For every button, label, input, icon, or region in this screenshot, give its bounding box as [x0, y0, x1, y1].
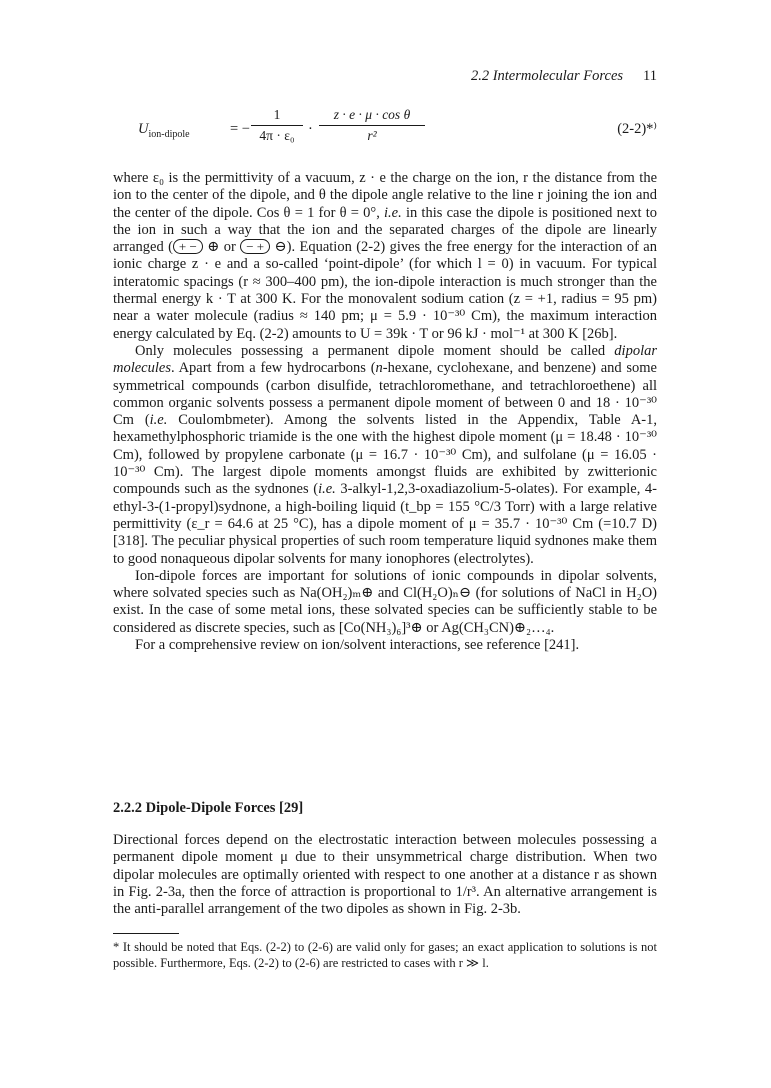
equation-lhs: $U_{ion-dipole}$ [138, 121, 190, 140]
section-paragraph: Directional forces depend on the electrostatic interaction between molecules possessing a permanent dipole moment μ due to their unsymmetrical charge distribution. When two dipolar molecules are optimally oriented with respect to one another at a distance r as shown in Fig. 2-3a, then the force of attraction is proportional to 1/r³. An alternative arrangement is the anti-parallel arrangement of the two dipoles as shown in Fig. 2-3b. [113, 832, 657, 918]
fraction-1-denominator: 4π · ε₀ [259, 128, 295, 143]
footnote: * It should be noted that Eqs. (2-2) to (2-6) are valid only for gases; an exact application to solutions is not possible. Furthermore, Eqs. (2-2) to (2-6) are restricted to cases with r ≫ l. [113, 940, 657, 970]
fraction-2-denominator: r² [367, 128, 377, 143]
paragraph-2: Only molecules possessing a permanent dipole moment should be called dipolar molecules. Apart from a few hydrocarbons (n-hexane, cyclohexane, and benzene) and some symmetrical compounds (carbon disulfide, tetrachloromethane, and tetrachloroethene) all common organic solvents possess a permanent dipole moment of between 0 and 18 · 10⁻³⁰ Cm (i.e. Coulombmeter). Among the solvents listed in the Appendix, Table A-1, hexamethylphosphoric triamide is the one with the highest dipole moment (μ = 18.48 · 10⁻³⁰ Cm), followed by propylene carbonate (μ = 16.7 · 10⁻³⁰ Cm), and sulfolane (μ = 16.05 · 10⁻³⁰ Cm). The largest dipole moments amongst fluids are exhibited by zwitterionic compounds such as the sydnones (i.e. 3-alkyl-1,2,3-oxadiazolium-5-olates). For example, 4-ethyl-3-(1-propyl)sydnone, a high-boiling liquid (t_bp = 155 °C/3 Torr) with a large relative permittivity (ε_r = 64.6 at 25 °C), has a dipole moment of μ = 35.7 · 10⁻³⁰ Cm (=10.7 D) [318]. The peculiar physical properties of such room temperature liquid sydnones make them to good nonaqueous dipolar solvents for many ionophores (electrolytes). [113, 342, 657, 567]
section-title: 2.2 Intermolecular Forces [470, 68, 624, 84]
running-head [0, 68, 657, 85]
fraction-2-numerator: z · e · μ · cos θ [319, 107, 425, 126]
paragraph-3: Ion-dipole forces are important for solutions of ionic compounds in dipolar solvents, where solvated species such as Na(OH₂)ₘ⊕ and Cl(H₂O)ₙ⊖ (for solutions of NaCl in H₂O) exist. In the case of some metal ions, these solvated species can be sufficiently stable to be considered as discrete species, such as [Co(NH₃)₆]³⊕ or Ag(CH₃CN)⊕₂…₄. [113, 567, 657, 636]
section-text [113, 832, 657, 918]
footnote-rule [113, 933, 179, 934]
fraction-1-numerator: 1 [251, 107, 303, 126]
equation-dot: · [308, 121, 313, 137]
equation-number: (2-2)*⁾ [617, 121, 657, 137]
equation-fraction-2 [319, 107, 425, 144]
paragraph-1: where ε₀ is the permittivity of a vacuum, z · e the charge on the ion, r the distance from the ion to the center of the dipole, and θ the dipole angle relative to the line r joining the ion and the center of the dipole. Cos θ = 1 for θ = 0°, i.e. in this case the dipole is positioned next to the ion in such a way that the ion and the separated charges of the dipole are linearly arranged ( + − ⊕ or − + ⊖). Equation (2-2) gives the free energy for the interaction of an ionic charge z · e and a so-called ‘point-dipole’ (for which l = 0) in vacuum. For typical interatomic spacings (r ≈ 300–400 pm), the ion-dipole interaction is much stronger than the thermal energy k · T at 300 K. For the monovalent sodium cation (z = +1, radius = 95 pm) near a water molecule (radius ≈ 140 pm; μ = 5.9 · 10⁻³⁰ Cm), the maximum interaction energy calculated by Eq. (2-2) amounts to U = 39k · T or 96 kJ · mol⁻¹ at 300 K [26b]. [113, 170, 658, 342]
page-number: 11 [643, 68, 657, 84]
paragraph-4: For a comprehensive review on ion/solvent interactions, see reference [241]. [135, 637, 580, 654]
equation-lhs-subscript: ion-dipole [148, 128, 190, 140]
dipole-symbol-plus-minus: + − [173, 239, 203, 254]
equation-equals: = − [230, 121, 250, 137]
equation-2-2 [138, 107, 657, 155]
section-heading: 2.2.2 Dipole-Dipole Forces [29] [113, 800, 304, 816]
dipole-symbol-minus-plus: − + [240, 239, 270, 254]
body-text [113, 170, 657, 654]
equation-fraction-1 [251, 107, 303, 144]
